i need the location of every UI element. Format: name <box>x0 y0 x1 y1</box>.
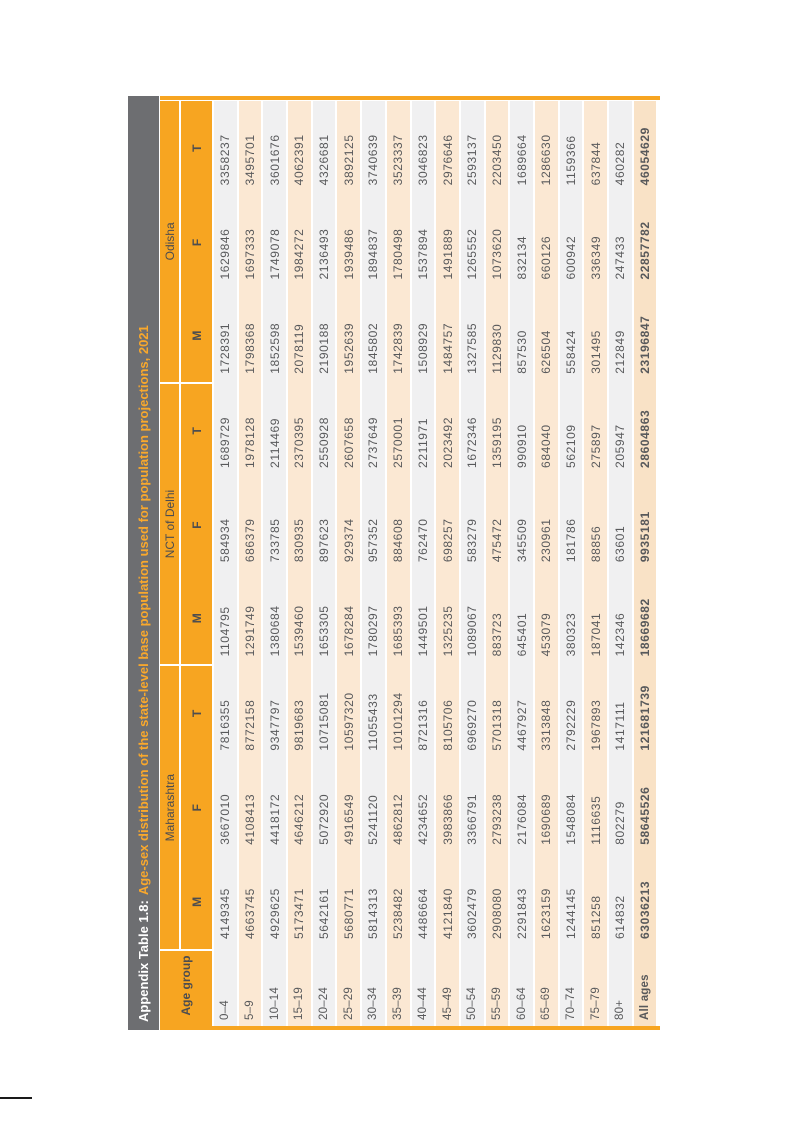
age-label-cell: 25–29 <box>337 949 362 1026</box>
value-cell: 2570001 <box>387 384 412 478</box>
value-cell: 4862812 <box>387 761 412 855</box>
value-cell: 22857782 <box>634 195 659 289</box>
value-cell: 187041 <box>584 572 609 666</box>
age-label-cell: 5–9 <box>239 949 264 1026</box>
value-cell: 1104795 <box>214 572 239 666</box>
value-cell: 5238482 <box>387 855 412 949</box>
value-cell: 626504 <box>535 290 560 384</box>
value-cell: 1749078 <box>263 195 288 289</box>
value-cell: 4121840 <box>436 855 461 949</box>
value-cell: 1537894 <box>412 195 437 289</box>
value-cell: 345509 <box>510 478 535 572</box>
value-cell: 1491889 <box>436 195 461 289</box>
value-cell: 9935181 <box>634 478 659 572</box>
value-cell: 1678284 <box>337 572 362 666</box>
value-cell: 8105706 <box>436 666 461 760</box>
footer-rule <box>0 1097 32 1099</box>
age-label-cell: 55–59 <box>486 949 511 1026</box>
value-cell: 121681739 <box>634 666 659 760</box>
value-cell: 2793238 <box>486 761 511 855</box>
age-label-cell: 60–64 <box>510 949 535 1026</box>
value-cell: 5680771 <box>337 855 362 949</box>
value-cell: 9347797 <box>263 666 288 760</box>
value-cell: 7816355 <box>214 666 239 760</box>
value-cell: 453079 <box>535 572 560 666</box>
value-cell: 2908080 <box>486 855 511 949</box>
value-cell: 1089067 <box>461 572 486 666</box>
age-label-cell: 70–74 <box>560 949 585 1026</box>
table-row <box>214 101 239 1026</box>
table-row <box>313 101 338 1026</box>
value-cell: 1286630 <box>535 101 560 195</box>
value-cell: 2023492 <box>436 384 461 478</box>
value-cell: 2370395 <box>288 384 313 478</box>
table-row <box>510 101 535 1026</box>
value-cell: 929374 <box>337 478 362 572</box>
value-cell: 3366791 <box>461 761 486 855</box>
value-cell: 1967893 <box>584 666 609 760</box>
sex-header: F <box>181 761 214 855</box>
value-cell: 230961 <box>535 478 560 572</box>
age-label-cell: 15–19 <box>288 949 313 1026</box>
value-cell: 698257 <box>436 478 461 572</box>
table-row <box>584 101 609 1026</box>
value-cell: 1939486 <box>337 195 362 289</box>
value-cell: 2550928 <box>313 384 338 478</box>
value-cell: 5642161 <box>313 855 338 949</box>
value-cell: 1852598 <box>263 290 288 384</box>
value-cell: 1653305 <box>313 572 338 666</box>
age-label-cell: 80+ <box>609 949 634 1026</box>
value-cell: 1508929 <box>412 290 437 384</box>
value-cell: 3602479 <box>461 855 486 949</box>
sex-header: F <box>181 478 214 572</box>
value-cell: 832134 <box>510 195 535 289</box>
value-cell: 2176084 <box>510 761 535 855</box>
value-cell: 181786 <box>560 478 585 572</box>
table-row <box>362 101 387 1026</box>
state-header: Odisha <box>160 101 181 384</box>
value-cell: 1380684 <box>263 572 288 666</box>
age-group-header: Age group <box>160 949 214 1026</box>
value-cell: 4108413 <box>239 761 264 855</box>
value-cell: 1685393 <box>387 572 412 666</box>
sex-header: M <box>181 855 214 949</box>
value-cell: 584934 <box>214 478 239 572</box>
age-label-cell: 75–79 <box>584 949 609 1026</box>
value-cell: 2593137 <box>461 101 486 195</box>
value-cell: 1629846 <box>214 195 239 289</box>
age-label-cell: 65–69 <box>535 949 560 1026</box>
value-cell: 4418172 <box>263 761 288 855</box>
value-cell: 3983866 <box>436 761 461 855</box>
value-cell: 3740639 <box>362 101 387 195</box>
table-row <box>412 101 437 1026</box>
value-cell: 3495701 <box>239 101 264 195</box>
value-cell: 4486664 <box>412 855 437 949</box>
table-row <box>239 101 264 1026</box>
table-title-text: Age-sex distribution of the state-level base population used for population projections, 2021 <box>136 325 151 896</box>
state-header: NCT of Delhi <box>160 384 181 667</box>
value-cell: 212849 <box>609 290 634 384</box>
value-cell: 58645526 <box>634 761 659 855</box>
value-cell: 3601676 <box>263 101 288 195</box>
table-row <box>436 101 461 1026</box>
value-cell: 2737649 <box>362 384 387 478</box>
value-cell: 4916549 <box>337 761 362 855</box>
table-row <box>263 101 288 1026</box>
value-cell: 637844 <box>584 101 609 195</box>
value-cell: 2792229 <box>560 666 585 760</box>
sex-header: M <box>181 290 214 384</box>
value-cell: 1984272 <box>288 195 313 289</box>
value-cell: 883723 <box>486 572 511 666</box>
value-cell: 2190188 <box>313 290 338 384</box>
value-cell: 2211971 <box>412 384 437 478</box>
value-cell: 1159366 <box>560 101 585 195</box>
value-cell: 1894837 <box>362 195 387 289</box>
value-cell: 1539460 <box>288 572 313 666</box>
age-label-cell: 50–54 <box>461 949 486 1026</box>
value-cell: 460282 <box>609 101 634 195</box>
table-row <box>387 101 412 1026</box>
value-cell: 897623 <box>313 478 338 572</box>
value-cell: 884608 <box>387 478 412 572</box>
value-cell: 336349 <box>584 195 609 289</box>
value-cell: 562109 <box>560 384 585 478</box>
state-header: Maharashtra <box>160 666 181 949</box>
value-cell: 2136493 <box>313 195 338 289</box>
value-cell: 46054629 <box>634 101 659 195</box>
table-row <box>560 101 585 1026</box>
value-cell: 4062391 <box>288 101 313 195</box>
value-cell: 2607658 <box>337 384 362 478</box>
sex-header: T <box>181 384 214 478</box>
value-cell: 1798368 <box>239 290 264 384</box>
value-cell: 1327585 <box>461 290 486 384</box>
value-cell: 3892125 <box>337 101 362 195</box>
value-cell: 1742839 <box>387 290 412 384</box>
value-cell: 851258 <box>584 855 609 949</box>
value-cell: 1291749 <box>239 572 264 666</box>
table-row <box>288 101 313 1026</box>
value-cell: 802279 <box>609 761 634 855</box>
value-cell: 1449501 <box>412 572 437 666</box>
value-cell: 301495 <box>584 290 609 384</box>
value-cell: 3358237 <box>214 101 239 195</box>
sex-header: M <box>181 572 214 666</box>
table-row <box>634 101 659 1026</box>
value-cell: 1116635 <box>584 761 609 855</box>
value-cell: 5173471 <box>288 855 313 949</box>
value-cell: 4929625 <box>263 855 288 949</box>
value-cell: 1952639 <box>337 290 362 384</box>
value-cell: 5241120 <box>362 761 387 855</box>
value-cell: 8772158 <box>239 666 264 760</box>
value-cell: 830935 <box>288 478 313 572</box>
value-cell: 4149345 <box>214 855 239 949</box>
value-cell: 1689664 <box>510 101 535 195</box>
value-cell: 1845802 <box>362 290 387 384</box>
value-cell: 1780498 <box>387 195 412 289</box>
value-cell: 3046823 <box>412 101 437 195</box>
value-cell: 6969270 <box>461 666 486 760</box>
value-cell: 1129830 <box>486 290 511 384</box>
value-cell: 614832 <box>609 855 634 949</box>
sex-header: T <box>181 666 214 760</box>
value-cell: 11055433 <box>362 666 387 760</box>
value-cell: 380323 <box>560 572 585 666</box>
value-cell: 9819683 <box>288 666 313 760</box>
value-cell: 3313848 <box>535 666 560 760</box>
value-cell: 1690689 <box>535 761 560 855</box>
value-cell: 1689729 <box>214 384 239 478</box>
value-cell: 1244145 <box>560 855 585 949</box>
table-row <box>535 101 560 1026</box>
value-cell: 28604863 <box>634 384 659 478</box>
value-cell: 4234652 <box>412 761 437 855</box>
value-cell: 857530 <box>510 290 535 384</box>
value-cell: 1780297 <box>362 572 387 666</box>
value-cell: 660126 <box>535 195 560 289</box>
value-cell: 600942 <box>560 195 585 289</box>
value-cell: 142346 <box>609 572 634 666</box>
table-title-prefix: Appendix Table 1.8: <box>136 900 151 1022</box>
sex-header: F <box>181 195 214 289</box>
age-label-cell: All ages <box>634 949 659 1026</box>
value-cell: 63036213 <box>634 855 659 949</box>
value-cell: 247433 <box>609 195 634 289</box>
value-cell: 5701318 <box>486 666 511 760</box>
value-cell: 645401 <box>510 572 535 666</box>
value-cell: 2078119 <box>288 290 313 384</box>
value-cell: 4663745 <box>239 855 264 949</box>
value-cell: 1265552 <box>461 195 486 289</box>
table-row <box>609 101 634 1026</box>
value-cell: 475472 <box>486 478 511 572</box>
table-title-bar <box>128 96 159 1030</box>
value-cell: 5072920 <box>313 761 338 855</box>
value-cell: 10715081 <box>313 666 338 760</box>
value-cell: 1484757 <box>436 290 461 384</box>
value-cell: 3523337 <box>387 101 412 195</box>
value-cell: 733785 <box>263 478 288 572</box>
sex-header: T <box>181 101 214 195</box>
population-table <box>160 101 658 1026</box>
value-cell: 5814313 <box>362 855 387 949</box>
value-cell: 957352 <box>362 478 387 572</box>
table-row <box>486 101 511 1026</box>
value-cell: 2114469 <box>263 384 288 478</box>
table-row <box>461 101 486 1026</box>
value-cell: 10597320 <box>337 666 362 760</box>
age-label-cell: 0–4 <box>214 949 239 1026</box>
value-cell: 18669682 <box>634 572 659 666</box>
age-label-cell: 30–34 <box>362 949 387 1026</box>
value-cell: 1623159 <box>535 855 560 949</box>
value-cell: 1978128 <box>239 384 264 478</box>
age-label-cell: 10–14 <box>263 949 288 1026</box>
value-cell: 762470 <box>412 478 437 572</box>
age-label-cell: 35–39 <box>387 949 412 1026</box>
appendix-table <box>128 96 660 1030</box>
value-cell: 990910 <box>510 384 535 478</box>
value-cell: 205947 <box>609 384 634 478</box>
value-cell: 4326681 <box>313 101 338 195</box>
value-cell: 684040 <box>535 384 560 478</box>
value-cell: 275897 <box>584 384 609 478</box>
value-cell: 1359195 <box>486 384 511 478</box>
value-cell: 686379 <box>239 478 264 572</box>
age-label-cell: 40–44 <box>412 949 437 1026</box>
value-cell: 4467927 <box>510 666 535 760</box>
value-cell: 2291843 <box>510 855 535 949</box>
value-cell: 1325235 <box>436 572 461 666</box>
value-cell: 558424 <box>560 290 585 384</box>
value-cell: 1417111 <box>609 666 634 760</box>
value-cell: 1073620 <box>486 195 511 289</box>
value-cell: 1728391 <box>214 290 239 384</box>
table-row <box>337 101 362 1026</box>
value-cell: 23196847 <box>634 290 659 384</box>
table-body <box>160 96 660 1030</box>
value-cell: 1697333 <box>239 195 264 289</box>
value-cell: 10101294 <box>387 666 412 760</box>
value-cell: 8721316 <box>412 666 437 760</box>
value-cell: 1548084 <box>560 761 585 855</box>
value-cell: 2976646 <box>436 101 461 195</box>
value-cell: 2203450 <box>486 101 511 195</box>
value-cell: 1672346 <box>461 384 486 478</box>
value-cell: 3667010 <box>214 761 239 855</box>
age-label-cell: 45–49 <box>436 949 461 1026</box>
age-label-cell: 20–24 <box>313 949 338 1026</box>
value-cell: 583279 <box>461 478 486 572</box>
value-cell: 88856 <box>584 478 609 572</box>
value-cell: 4646212 <box>288 761 313 855</box>
value-cell: 63601 <box>609 478 634 572</box>
